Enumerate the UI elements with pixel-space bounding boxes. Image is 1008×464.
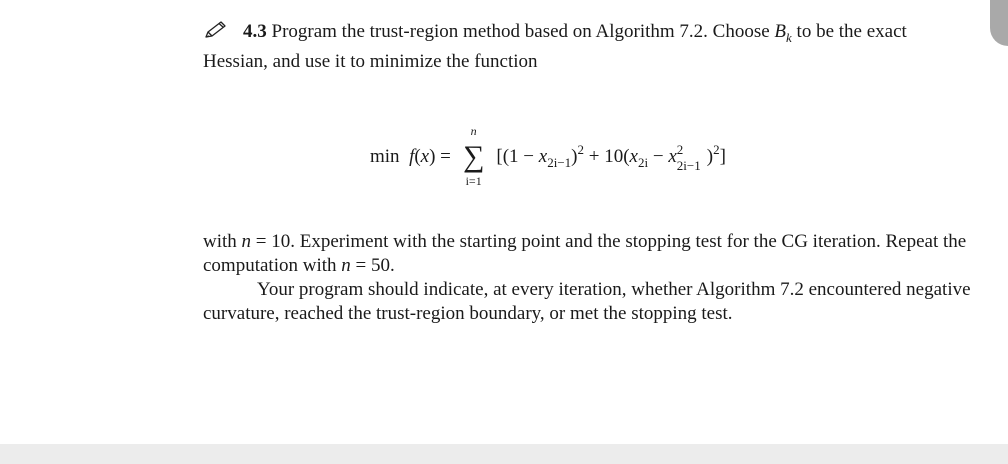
footer-bar [0, 444, 1008, 464]
intro-text-2: to be the exact Hessian, and use it to minimize the function [203, 21, 907, 72]
func-f: f [409, 146, 415, 167]
exercise-intro [203, 20, 976, 74]
pencil-icon [203, 20, 227, 40]
program-instructions: Your program should indicate, at every iteration, whether Algorithm 7.2 encountered negative curvature, reached the trust-region boundary, or met the stopping test. [203, 279, 971, 324]
intro-text-1: Program the trust-region method based on Algorithm 7.2. Choose [271, 21, 775, 42]
sup-2: 2 [676, 142, 684, 157]
sup-sub-stack [676, 142, 707, 173]
scroll-tab[interactable] [990, 0, 1008, 46]
var-k: k [786, 30, 792, 45]
sigma-symbol: ∑ [462, 140, 485, 173]
sub-2i-1: 2i−1 [547, 155, 572, 170]
func-x: x [420, 146, 430, 167]
sum-lower: i=1 [465, 174, 482, 188]
min-operator: min [370, 146, 400, 167]
var-n: n [241, 231, 252, 252]
equation-line: min f(x) = n ∑ i=1 [$(1 - x_{2i-1})^2 + 10(x_{2i} - x$ 2 2i−1 )$^2$] [370, 138, 726, 175]
var-B: B [774, 21, 787, 42]
var-n-2: n [341, 255, 351, 276]
summation [456, 124, 492, 188]
eq-body-1: [(1 − [496, 146, 539, 167]
square-2: 2 [713, 142, 720, 157]
objective-equation [370, 118, 930, 188]
exercise-number: 4.3 [243, 21, 267, 42]
sum-upper: n [470, 124, 477, 138]
sub-2i: 2i [637, 155, 649, 170]
square-1: 2 [577, 142, 584, 157]
sub-2i-1b: 2i−1 [676, 158, 701, 173]
followup-paragraph: with n = 10. Experiment with the starting point and the stopping test for the CG iteration. Repeat the computation with n = 50. Your program should indicate, at every iteration, whether Algorithm 7.2 encountered negative curvature, reached the trust-region boundary, or met the stopping test. [203, 231, 971, 324]
